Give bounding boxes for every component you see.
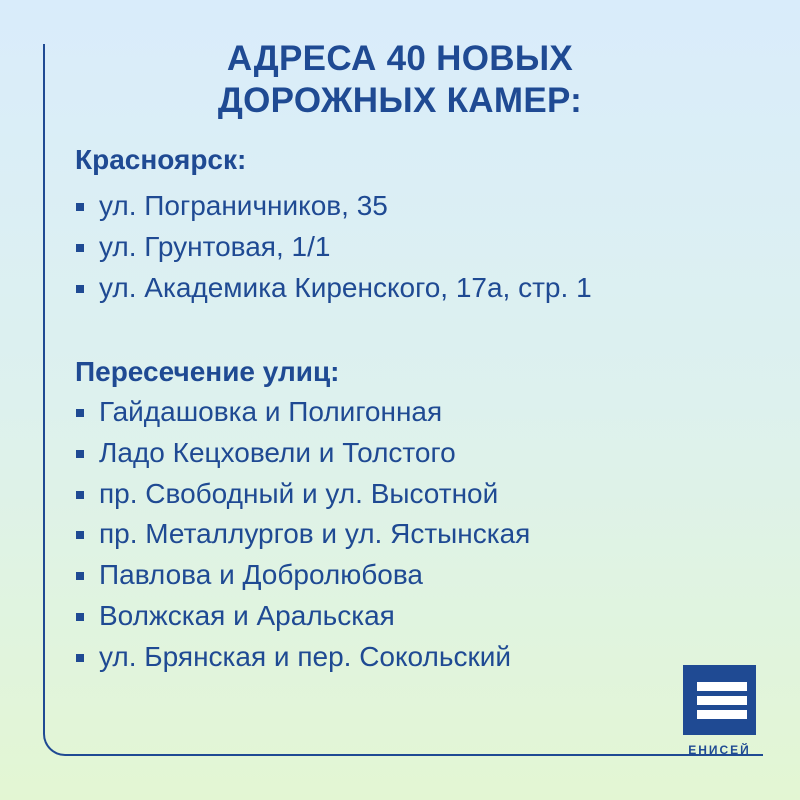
logo-bar-top	[697, 682, 747, 691]
list-item-text: Павлова и Добролюбова	[99, 559, 423, 591]
bullet-icon	[76, 654, 84, 662]
list-item-text: ул. Грунтовая, 1/1	[99, 230, 331, 262]
list-item	[75, 433, 530, 474]
list-item	[75, 514, 530, 555]
bullet-icon	[76, 409, 84, 417]
bullet-icon	[76, 203, 84, 211]
list-item	[75, 186, 592, 227]
bullet-icon	[76, 491, 84, 499]
bullet-icon	[76, 244, 84, 252]
bullet-icon	[76, 613, 84, 621]
list-item	[75, 392, 530, 433]
list-item-text: пр. Металлургов и ул. Ястынская	[99, 518, 531, 550]
bullet-icon	[76, 285, 84, 293]
list-item-text: Ладо Кецховели и Толстого	[99, 436, 456, 468]
enisey-logo-icon	[683, 665, 756, 735]
list-item	[75, 637, 530, 678]
logo-bar-middle	[697, 696, 747, 705]
section-heading-intersections: Пересечение улиц:	[75, 356, 340, 387]
logo-bar-bottom	[697, 710, 747, 719]
list-item-text: ул. Академика Киренского, 17а, стр. 1	[99, 271, 592, 303]
address-list-intersections	[75, 392, 530, 678]
title-line-1: АДРЕСА 40 НОВЫХ	[226, 39, 574, 78]
title-line-2: ДОРОЖНЫХ КАМЕР:	[217, 81, 583, 120]
list-item	[75, 268, 592, 309]
logo-caption: ЕНИСЕЙ	[688, 743, 751, 757]
list-item-text: пр. Свободный и ул. Высотной	[99, 477, 499, 509]
address-list-krasnoyarsk	[75, 186, 592, 308]
list-item	[75, 555, 530, 596]
bullet-icon	[76, 450, 84, 458]
bullet-icon	[76, 531, 84, 539]
page-title	[0, 38, 800, 122]
list-item	[75, 474, 530, 515]
list-item	[75, 596, 530, 637]
list-item-text: ул. Пограничников, 35	[99, 190, 388, 221]
section-heading-krasnoyarsk: Красноярск:	[75, 144, 247, 175]
list-item-text: ул. Брянская и пер. Сокольский	[99, 640, 511, 672]
list-item-text: Гайдашовка и Полигонная	[99, 396, 443, 427]
list-item	[75, 227, 592, 268]
bullet-icon	[76, 572, 84, 580]
list-item-text: Волжская и Аральская	[99, 599, 395, 631]
